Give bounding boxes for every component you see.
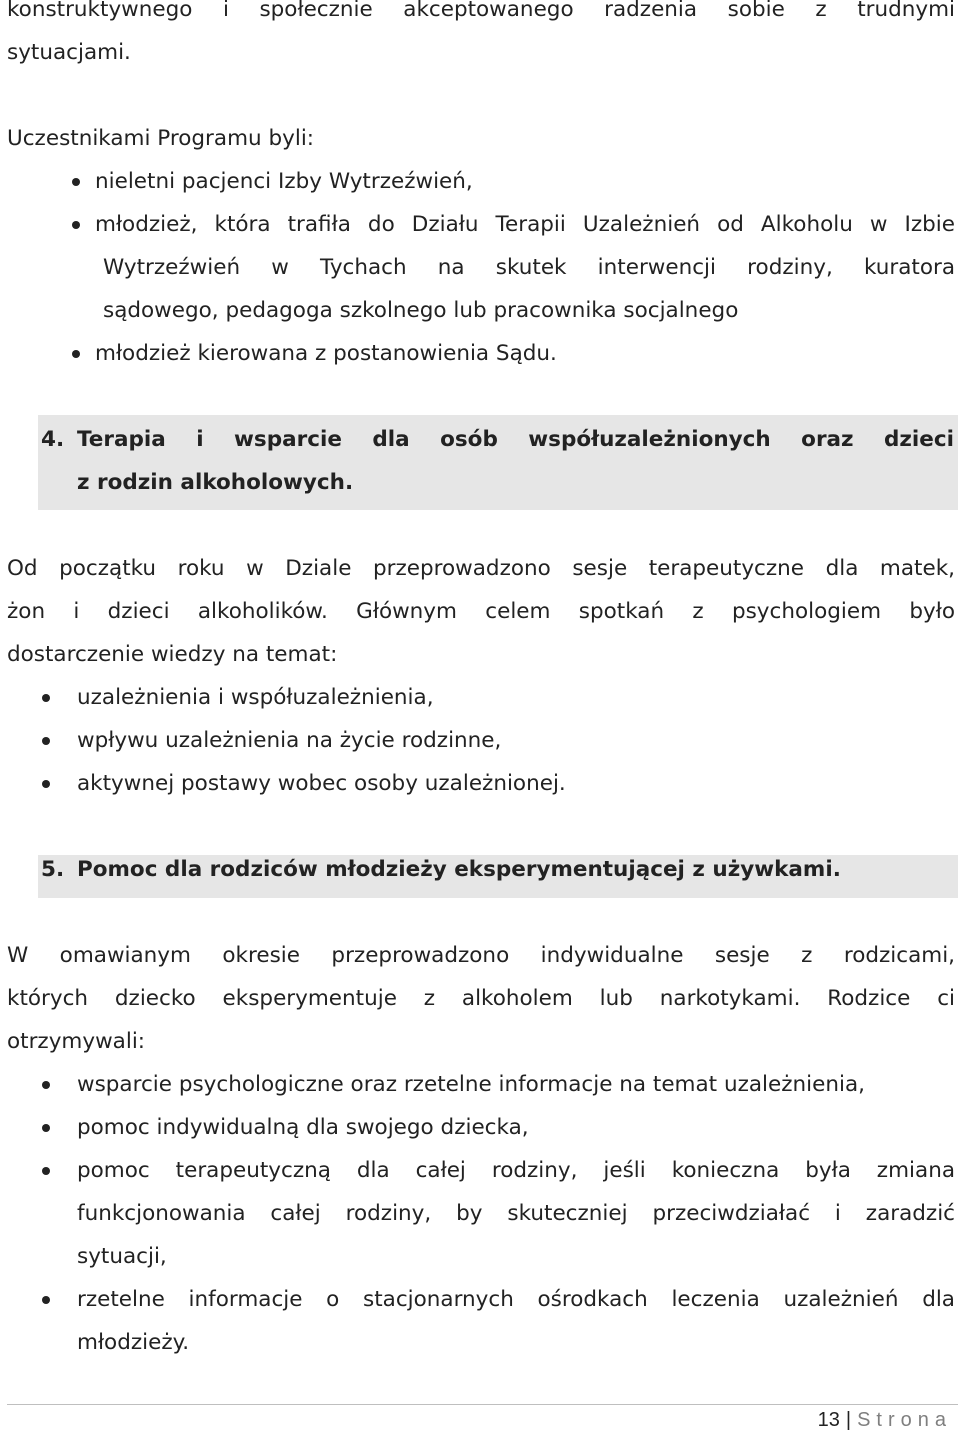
bullet-icon (72, 221, 80, 229)
list-item: wpływu uzależnienia na życie rodzinne, (77, 728, 502, 753)
list-item: uzależnienia i współuzależnienia, (77, 685, 434, 710)
list-item-continuation: funkcjonowania całej rodziny, by skuteczniej przeciwdziałać i zaradzić (77, 1201, 955, 1226)
paragraph-line: Od początku roku w Dziale przeprowadzono sesje terapeutyczne dla matek, (7, 556, 955, 581)
list-item: aktywnej postawy wobec osoby uzależnionej. (77, 771, 566, 796)
paragraph-line: dostarczenie wiedzy na temat: (7, 642, 338, 667)
bullet-icon (42, 1081, 50, 1089)
bullet-icon (72, 350, 80, 358)
list-item: pomoc terapeutyczną dla całej rodziny, jeśli konieczna była zmiana (77, 1158, 955, 1183)
footer-rule (7, 1404, 958, 1405)
intro-line: konstruktywnego i społecznie akceptowanego radzenia sobie z trudnymi (7, 0, 955, 22)
section-title: z rodzin alkoholowych. (77, 470, 354, 495)
intro-line: sytuacjami. (7, 40, 131, 65)
page-number: 13 (817, 1409, 840, 1431)
list-item-continuation: Wytrzeźwień w Tychach na skutek interwencji rodziny, kuratora (103, 255, 955, 280)
list-item: nieletni pacjenci Izby Wytrzeźwień, (95, 169, 473, 194)
section-title: Terapia i wsparcie dla osób współuzależnionych oraz dzieci (77, 427, 954, 452)
paragraph-line: żon i dzieci alkoholików. Głównym celem spotkań z psychologiem było (7, 599, 955, 624)
bullet-icon (42, 1124, 50, 1132)
list-item-continuation: sytuacji, (77, 1244, 167, 1269)
list-item-continuation: sądowego, pedagoga szkolnego lub pracownika socjalnego (103, 298, 739, 323)
bullet-icon (42, 737, 50, 745)
bullet-icon (72, 178, 80, 186)
list-item: pomoc indywidualną dla swojego dziecka, (77, 1115, 529, 1140)
section-title: Pomoc dla rodziców młodzieży eksperymentującej z używkami. (77, 857, 841, 882)
list-item: młodzież, która trafiła do Działu Terapii Uzależnień od Alkoholu w Izbie (95, 212, 955, 237)
participants-heading: Uczestnikami Programu byli: (7, 126, 315, 151)
list-item-continuation: młodzieży. (77, 1330, 190, 1355)
section-number: 4. (41, 427, 65, 452)
bullet-icon (42, 694, 50, 702)
list-item: wsparcie psychologiczne oraz rzetelne informacje na temat uzależnienia, (77, 1072, 865, 1097)
footer-separator: | (845, 1409, 852, 1431)
bullet-icon (42, 780, 50, 788)
page-footer (818, 1405, 952, 1435)
list-item: rzetelne informacje o stacjonarnych ośrodkach leczenia uzależnień dla (77, 1287, 955, 1312)
paragraph-line: otrzymywali: (7, 1029, 146, 1054)
bullet-icon (42, 1167, 50, 1175)
bullet-icon (42, 1296, 50, 1304)
paragraph-line: W omawianym okresie przeprowadzono indywidualne sesje z rodzicami, (7, 943, 955, 968)
page-label: Strona (857, 1409, 952, 1431)
list-item: młodzież kierowana z postanowienia Sądu. (95, 341, 557, 366)
section-number: 5. (41, 857, 65, 882)
paragraph-line: których dziecko eksperymentuje z alkoholem lub narkotykami. Rodzice ci (7, 986, 955, 1011)
